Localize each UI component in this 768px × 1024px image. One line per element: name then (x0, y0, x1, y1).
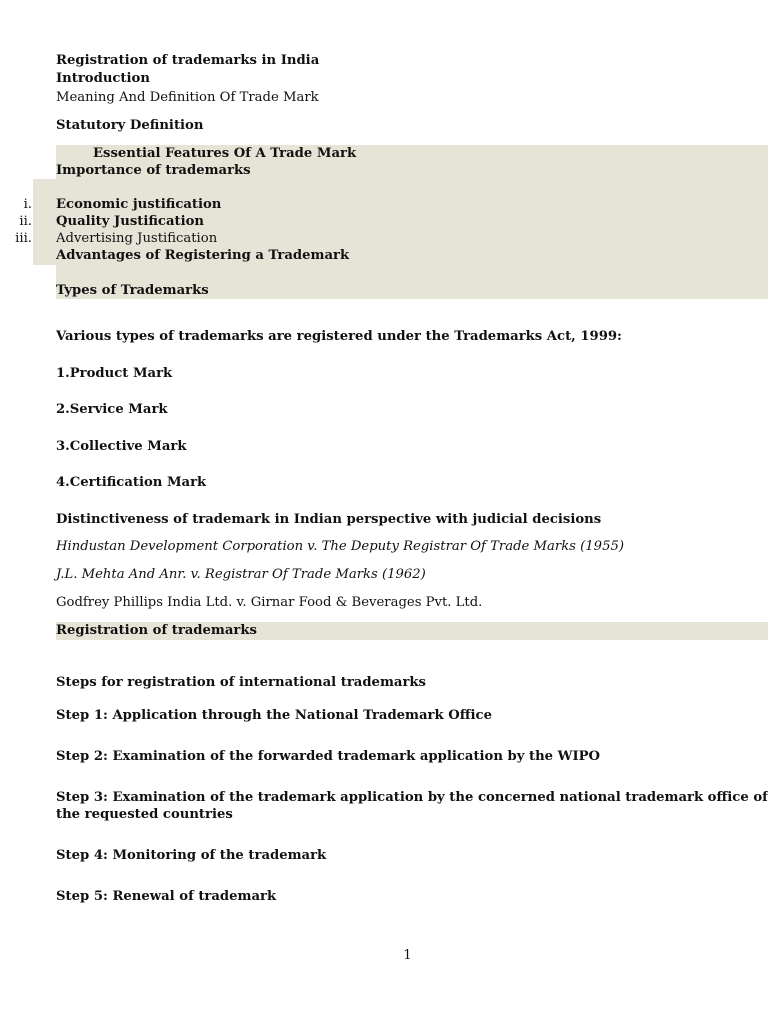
step-1: Step 1: Application through the National Trademark Office (56, 708, 492, 723)
list-item-quality: Quality Justification (56, 214, 204, 229)
mark-product: 1.Product Mark (56, 366, 173, 381)
heading-essential-features: Essential Features Of A Trade Mark (93, 146, 357, 161)
list-number-2: ii. (19, 214, 32, 229)
list-item-economic: Economic justification (56, 197, 222, 212)
mark-collective: 3.Collective Mark (56, 439, 187, 454)
step-2: Step 2: Examination of the forwarded trademark application by the WIPO (56, 749, 601, 764)
case-hindustan: Hindustan Development Corporation v. The Deputy Registrar Of Trade Marks (1955) (56, 539, 624, 554)
step-3: Step 3: Examination of the trademark application by the concerned national trademark office of the requested countries (56, 790, 768, 822)
heading-importance: Importance of trademarks (56, 163, 251, 178)
step-5: Step 5: Renewal of trademark (56, 889, 277, 904)
heading-advantages: Advantages of Registering a Trademark (56, 248, 350, 263)
document-title: Registration of trademarks in India (56, 53, 320, 68)
paragraph-various-types: Various types of trademarks are registered under the Trademarks Act, 1999: (56, 329, 622, 344)
heading-distinctiveness: Distinctiveness of trademark in Indian perspective with judicial decisions (56, 512, 602, 527)
heading-introduction: Introduction (56, 71, 150, 86)
heading-types: Types of Trademarks (56, 283, 209, 298)
heading-meaning: Meaning And Definition Of Trade Mark (56, 90, 319, 105)
page-number: 1 (403, 948, 412, 963)
mark-certification: 4.Certification Mark (56, 475, 207, 490)
mark-service: 2.Service Mark (56, 402, 168, 417)
heading-steps: Steps for registration of international trademarks (56, 675, 426, 690)
list-number-3: iii. (15, 231, 32, 246)
step-4: Step 4: Monitoring of the trademark (56, 848, 327, 863)
case-godfrey: Godfrey Phillips India Ltd. v. Girnar Food & Beverages Pvt. Ltd. (56, 595, 483, 610)
case-mehta: J.L. Mehta And Anr. v. Registrar Of Trade Marks (1962) (56, 567, 426, 582)
heading-registration: Registration of trademarks (56, 623, 257, 638)
heading-statutory-definition: Statutory Definition (56, 118, 204, 133)
list-number-1: i. (23, 197, 32, 212)
list-item-advertising: Advertising Justification (56, 231, 218, 246)
